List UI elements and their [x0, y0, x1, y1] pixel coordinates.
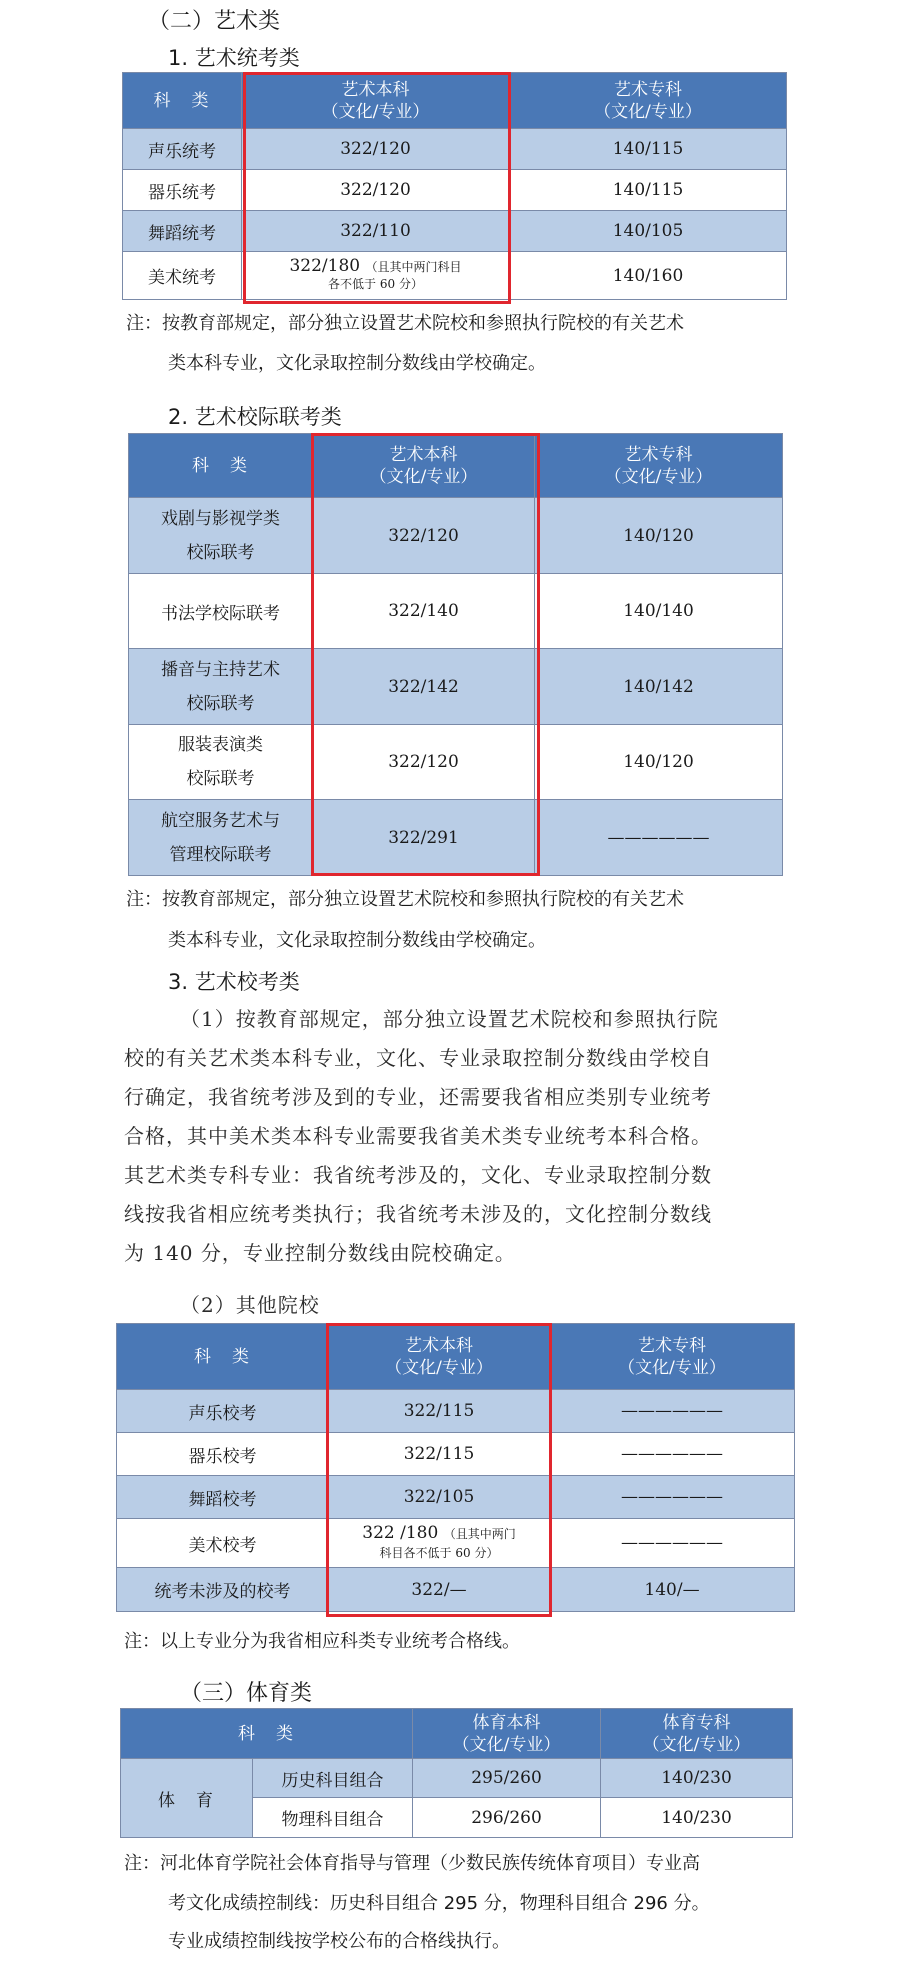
row-category: 美术校考 [117, 1519, 329, 1568]
row-college-score: 140/140 [535, 574, 783, 649]
row-category: 声乐统考 [123, 129, 242, 170]
table-row [129, 649, 783, 725]
row-college-score: 140/115 [510, 170, 787, 211]
row-category: 戏剧与影视学类 校际联考 [129, 498, 313, 574]
table-art-unified-exam [122, 72, 787, 300]
row-category: 播音与主持艺术 校际联考 [129, 649, 313, 725]
table2-note-line2: 类本科专业，文化录取控制分数线由学校确定。 [168, 930, 546, 951]
row-category: 历史科目组合 [253, 1759, 413, 1798]
table2-title: 2. 艺术校际联考类 [168, 405, 342, 429]
row-college-score: —————— [550, 1476, 795, 1519]
row-undergrad-score: 295/260 [413, 1759, 601, 1798]
row-college-score: 140/115 [510, 129, 787, 170]
table-row [121, 1759, 793, 1798]
row-category: 统考未涉及的校考 [117, 1568, 329, 1612]
row-college-score: —————— [535, 800, 783, 876]
table-art-school-exam [116, 1323, 795, 1612]
row-college-score: 140/— [550, 1568, 795, 1612]
row-category: 物理科目组合 [253, 1798, 413, 1838]
row-undergrad-score: 322/291 [313, 800, 535, 876]
paragraph-line: 行确定，我省统考涉及到的专业，还需要我省相应类别专业统考 [124, 1085, 712, 1109]
header-category: 科 类 [121, 1709, 413, 1759]
row-undergrad-score: 322/120 [242, 170, 510, 211]
row-undergrad-score: 322/140 [313, 574, 535, 649]
row-undergrad-score: 322/— [329, 1568, 550, 1612]
table-row [117, 1433, 795, 1476]
school-exam-paragraph [124, 1000, 804, 1273]
table1-note-line1: 注：按教育部规定，部分独立设置艺术院校和参照执行院校的有关艺术 [126, 313, 684, 334]
other-schools-title: （2）其他院校 [180, 1293, 320, 1317]
row-college-score: —————— [550, 1433, 795, 1476]
table-row [117, 1390, 795, 1433]
table-row [129, 800, 783, 876]
header-junior-college: 艺术专科 （文化/专业） [550, 1324, 795, 1390]
row-undergrad-score: 322/142 [313, 649, 535, 725]
row-college-score: 140/230 [601, 1759, 793, 1798]
row-category: 服装表演类 校际联考 [129, 725, 313, 800]
table3-title: 3. 艺术校考类 [168, 970, 300, 994]
row-undergrad-score: 322/180 （且其中两门科目 各不低于 60 分） [242, 252, 510, 300]
table3-note: 注：以上专业分为我省相应科类专业统考合格线。 [124, 1631, 520, 1652]
row-category: 器乐校考 [117, 1433, 329, 1476]
row-category: 器乐统考 [123, 170, 242, 211]
paragraph-line: 合格，其中美术类本科专业需要我省美术类专业统考本科合格。 [124, 1124, 712, 1148]
table-row [123, 129, 787, 170]
table-row [129, 574, 783, 649]
sports-note-line3: 专业成绩控制线按学校公布的合格线执行。 [168, 1931, 510, 1952]
row-category: 声乐校考 [117, 1390, 329, 1433]
section-art-title: （二）艺术类 [148, 9, 281, 34]
paragraph-line: （1）按教育部规定，部分独立设置艺术院校和参照执行院 [180, 1007, 719, 1031]
sports-note-line2: 考文化成绩控制线：历史科目组合 295 分，物理科目组合 296 分。 [168, 1893, 710, 1914]
header-category: 科 类 [129, 434, 313, 498]
table-row [117, 1476, 795, 1519]
header-junior-college: 艺术专科 （文化/专业） [535, 434, 783, 498]
table2-note-line1: 注：按教育部规定，部分独立设置艺术院校和参照执行院校的有关艺术 [126, 889, 684, 910]
row-category: 舞蹈统考 [123, 211, 242, 252]
table-row [117, 1519, 795, 1568]
paragraph-line: 为 140 分，专业控制分数线由院校确定。 [124, 1241, 516, 1265]
row-undergrad-score: 322/115 [329, 1433, 550, 1476]
row-college-score: —————— [550, 1519, 795, 1568]
table-art-joint-exam [128, 433, 783, 876]
row-college-score: 140/120 [535, 725, 783, 800]
header-undergrad: 艺术本科 （文化/专业） [242, 73, 510, 129]
row-undergrad-score: 322/115 [329, 1390, 550, 1433]
paragraph-line: 其艺术类专科专业：我省统考涉及的，文化、专业录取控制分数 [124, 1163, 712, 1187]
header-junior-college: 艺术专科 （文化/专业） [510, 73, 787, 129]
row-undergrad-score: 322/120 [242, 129, 510, 170]
row-college-score: —————— [550, 1390, 795, 1433]
table1-note-line2: 类本科专业，文化录取控制分数线由学校确定。 [168, 353, 546, 374]
table-row [129, 725, 783, 800]
row-undergrad-score: 322 /180 （且其中两门 科目各不低于 60 分） [329, 1519, 550, 1568]
header-undergrad: 艺术本科 （文化/专业） [329, 1324, 550, 1390]
row-category: 航空服务艺术与 管理校际联考 [129, 800, 313, 876]
row-college-score: 140/142 [535, 649, 783, 725]
table-sports [120, 1708, 793, 1838]
row-category: 舞蹈校考 [117, 1476, 329, 1519]
table-row [123, 211, 787, 252]
row-category: 美术统考 [123, 252, 242, 300]
row-college-score: 140/120 [535, 498, 783, 574]
row-undergrad-score: 322/105 [329, 1476, 550, 1519]
row-undergrad-score: 322/120 [313, 498, 535, 574]
row-undergrad-score: 296/260 [413, 1798, 601, 1838]
row-undergrad-score: 322/120 [313, 725, 535, 800]
header-category: 科 类 [123, 73, 242, 129]
sports-note-line1: 注：河北体育学院社会体育指导与管理（少数民族传统体育项目）专业高 [124, 1853, 700, 1874]
header-undergrad: 体育本科 （文化/专业） [413, 1709, 601, 1759]
table-row [117, 1568, 795, 1612]
header-undergrad: 艺术本科 （文化/专业） [313, 434, 535, 498]
paragraph-line: 校的有关艺术类本科专业，文化、专业录取控制分数线由学校自 [124, 1046, 712, 1070]
table1-title: 1. 艺术统考类 [168, 46, 300, 70]
section-sports-title: （三）体育类 [180, 1681, 313, 1706]
header-junior-college: 体育专科 （文化/专业） [601, 1709, 793, 1759]
row-college-score: 140/160 [510, 252, 787, 300]
row-group-sports: 体 育 [121, 1759, 253, 1838]
row-college-score: 140/230 [601, 1798, 793, 1838]
row-category: 书法学校际联考 [129, 574, 313, 649]
row-undergrad-score: 322/110 [242, 211, 510, 252]
table-row [129, 498, 783, 574]
header-category: 科 类 [117, 1324, 329, 1390]
row-college-score: 140/105 [510, 211, 787, 252]
paragraph-line: 线按我省相应统考类执行；我省统考未涉及的，文化控制分数线 [124, 1202, 712, 1226]
table-row [123, 170, 787, 211]
table-row [123, 252, 787, 300]
